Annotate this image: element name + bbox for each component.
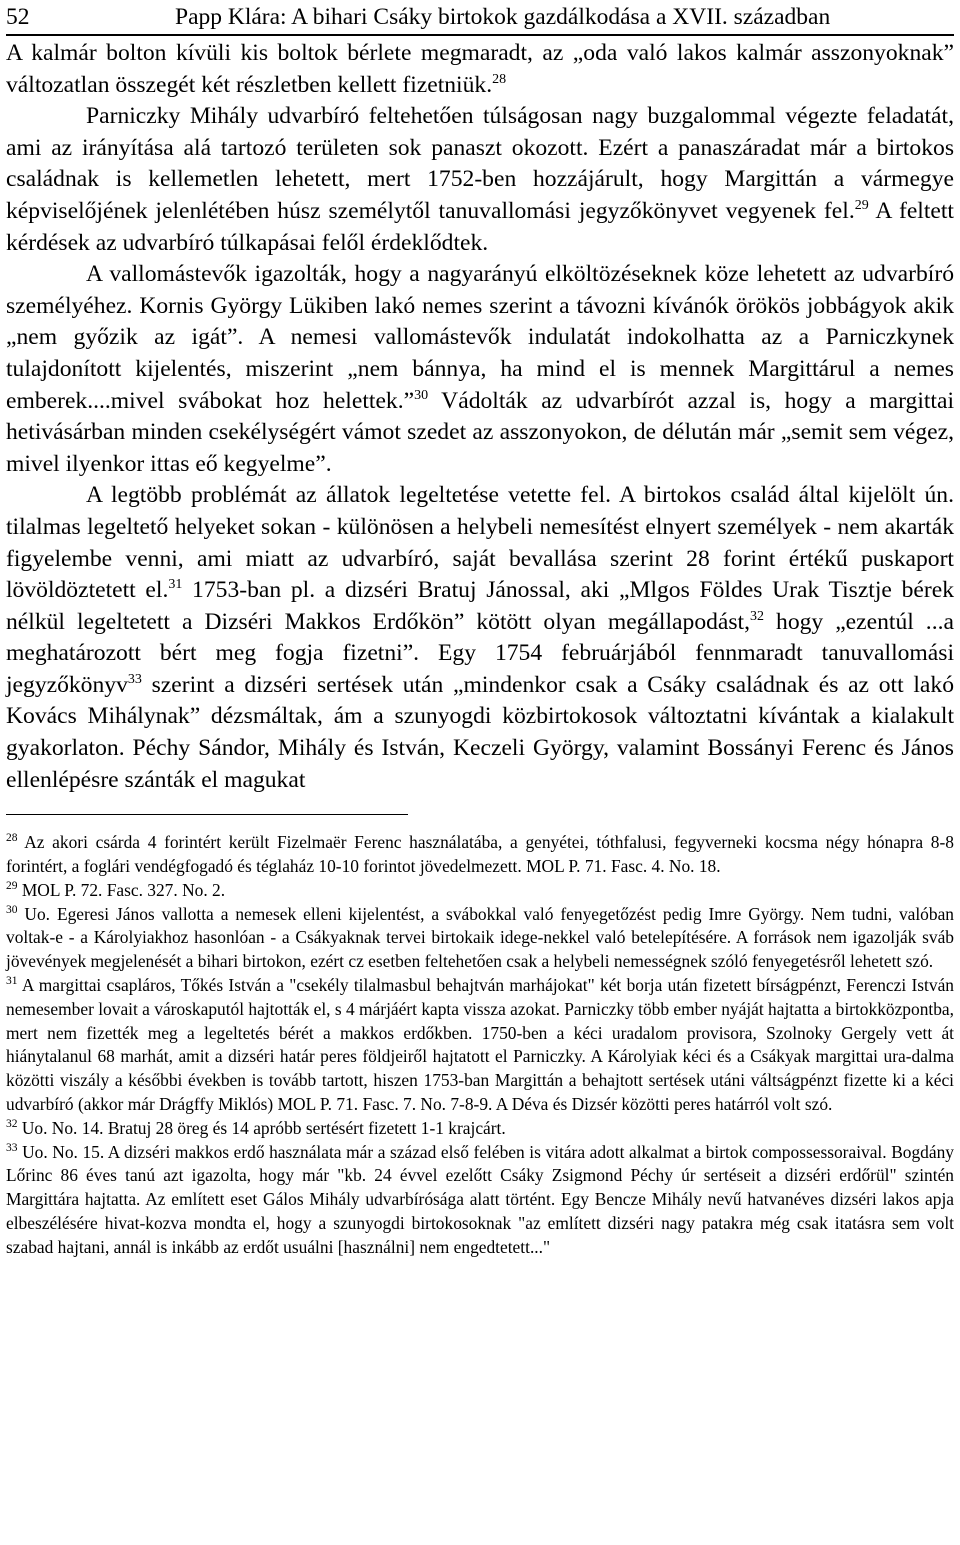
footnote-ref[interactable]: 30 xyxy=(414,387,429,403)
paragraph: A kalmár bolton kívüli kis boltok bérlete megmaradt, az „oda való lakos kalmár asszonyoknak” változatlan összegét két részletben kellett fizetniük.$^{28}$ xyxy=(6,40,954,98)
footnote-ref[interactable]: 32 xyxy=(750,608,765,624)
footnote: $^{31}$ A margittai csapláros, Tőkés István a "csekély tilalmasbul behajtván marhájokat" két borja után fizetett bírságpénzt, Ferenczi István nemesember lovait a városkaputól hajtották el, s 4 márjáért kapta vissza azokat. Parniczky több ember nyáját hajtatta a birtokközpontba, mert nem fizették meg a legeltetés bérét a makkos erdőkben. 1750-ben a kéci uradalom provisora, Szolnoky Gergely vett át hiánytalanul 68 marhát, amit a dizséri határ peres földjeiről hajtatott el Parniczky. A Károlyiak kéci és a Csákyak margittai ura-dalma közötti viszály a későbbi években is tovább tartott, hiszen 1753-ban Margittán a behajtott sertések utáni váltságpénzt fizette ki a kéci udvarbíró (akkor már Drágffy Miklós) MOL P. 71. Fasc. 7. No. 7-8-9. A Déva és Dizsér közötti peres határról volt szó. xyxy=(6,975,954,1115)
footnotes xyxy=(6,831,954,1259)
footnote: $^{33}$ Uo. No. 15. A dizséri makkos erdő használata már a század első felében is vitára adott alkalmat a birtok compossessoraival. Bogdány Lőrinc 86 éves tanú azt igazolta, hogy már "kb. 24 évvel ezelőtt Csáky Zsigmond Péchy úr sertéseit a dizséri erdőrül" szintén Margittára hajtatta. Az említett eset Gálos Mihály udvarbírósága alatt történt. Egy Bencze Mihály nevű hatvanéves dizséri lakos apja elbeszélésére hivat-kozva mondta el, hogy a szunyogdi birtokosoknak "az említett dizséri nagy patakra még csak itatásra sem volt szabad hajtani, annál is inkább az erdőt usuálni [használni] nem engedtetett..." xyxy=(6,1141,954,1257)
footnote-number: 31 xyxy=(6,975,18,988)
footnote: $^{29}$ MOL P. 72. Fasc. 327. No. 2. xyxy=(6,879,226,900)
paragraph: A legtöbb problémát az állatok legeltetése vetette fel. A birtokos család által kijelölt ún. tilalmas legeltető helyeket sokan - különösen a helybeli nemesítést elnyert személyek - nem akarták figyelembe venni, ami miatt az udvarbíró, saját bevallása szerint 28 forint értékű puskaport lövöldöztetett el.$^{31}$ 1753-ban pl. a dizséri Bratuj Jánossal, aki „Mlgos Földes Urak Tisztje bérek nélkül legeltetett a Dizséri Makkos Erdőkön” kötött olyan megállapodást,$^{32}$ hogy „ezentúl ...a meghatározott bért meg fogja fizetni”. Egy 1754 februárjából fennmaradt tanuvallomási jegyzőkönyv$^{33}$ szerint a dizséri sertések után „mindenkor csak a Csáky családnak és az ott lakó Kovács Mihálynak” dézsmáltak, ám a szunyogdi közbirtokosok változtatni kívántak a kialakult gyakorlaton. Péchy Sándor, Mihály és István, Keczeli György, valamint Bossányi Ferenc és János ellenlépésre szánták el magukat xyxy=(6,482,954,793)
footnote-ref[interactable]: 29 xyxy=(854,198,869,214)
page-number: 52 xyxy=(6,4,30,30)
footnote: $^{32}$ Uo. No. 14. Bratuj 28 öreg és 14 apróbb sertésért fizetett 1-1 krajcárt. xyxy=(6,1117,506,1138)
footnote: $^{28}$ Az akori csárda 4 forintért került Fizelmaër Ferenc használatába, a genyétei, tóthfalusi, fegyverneki kocsma négy hónapra 8-8 forintért, a foglári vendégfogadó és téglaház 10-10 forintot jövedelmezett. MOL P. 71. Fasc. 4. No. 18. xyxy=(6,832,954,877)
paragraph: A vallomástevők igazolták, hogy a nagyarányú elköltözéseknek köze lehetett az udvarbíró személyéhez. Kornis György Lükiben lakó nemes szerint a távozni kívánók örökös jobbágyok akik „nem győzik az igát”. A nemesi vallomástevők indulatát indokolhatta az a Parniczkynek tulajdonított kijelentés, miszerint „nem bánnya, ha mind el is mennek Margittárul a nemes emberek....mivel svábokat hoz helettek.”$^{30}$ Vádolták az udvarbírót azzal is, hogy a margittai hetivásárban minden csekélységért vámot szedet az asszonyokon, de délután már „semit sem végez, mivel ilyenkor ittas eő kegyelme”. xyxy=(6,261,955,477)
paragraph: Parniczky Mihály udvarbíró feltehetően túlságosan nagy buzgalommal végezte feladatát, ami az irányítása alá tartozó területen sok panaszt okozott. Ezért a panaszáradat már a birtokos családnak is kellemetlen lehetett, mert 1752-ben hozzájárult, hogy Margittán a vármegye képviselőjének jelenlétében húsz személytől tanuvallomási jegyzőkönyvet vegyenek fel.$^{29}$ A feltett kérdések az udvarbíró túlkapásai felől érdeklődtek. xyxy=(6,103,954,256)
footnote-number: 28 xyxy=(6,832,18,845)
footnote-ref[interactable]: 33 xyxy=(127,672,142,688)
document-page xyxy=(6,0,954,1260)
running-title: Papp Klára: A bihari Csáky birtokok gazdálkodása a XVII. században xyxy=(175,4,831,30)
footnote-number: 29 xyxy=(6,880,18,893)
footnote-separator xyxy=(6,814,408,815)
running-header xyxy=(6,0,954,36)
footnote: $^{30}$ Uo. Egeresi János vallotta a nemesek elleni kijelentést, a svábokkal való fenyegetőzést pedig Imre György. Nem tudni, valóban voltak-e - a Károlyiakhoz hasonlóan - a Csákyaknak tervei birtokaik idege-nekkel való betelepítésére. A források nem igazolják sváb jövevények megjelenését a bihari birtokon, ezért cz esetben feltehetően csak a helybeli nemességnek szóló fenyegetésről lehetett szó. xyxy=(6,903,954,972)
footnote-number: 32 xyxy=(6,1118,18,1131)
main-text xyxy=(6,38,954,796)
footnote-number: 30 xyxy=(6,903,18,916)
footnote-number: 33 xyxy=(6,1141,18,1154)
footnote-ref[interactable]: 28 xyxy=(492,71,507,87)
footnote-ref[interactable]: 31 xyxy=(168,577,183,593)
